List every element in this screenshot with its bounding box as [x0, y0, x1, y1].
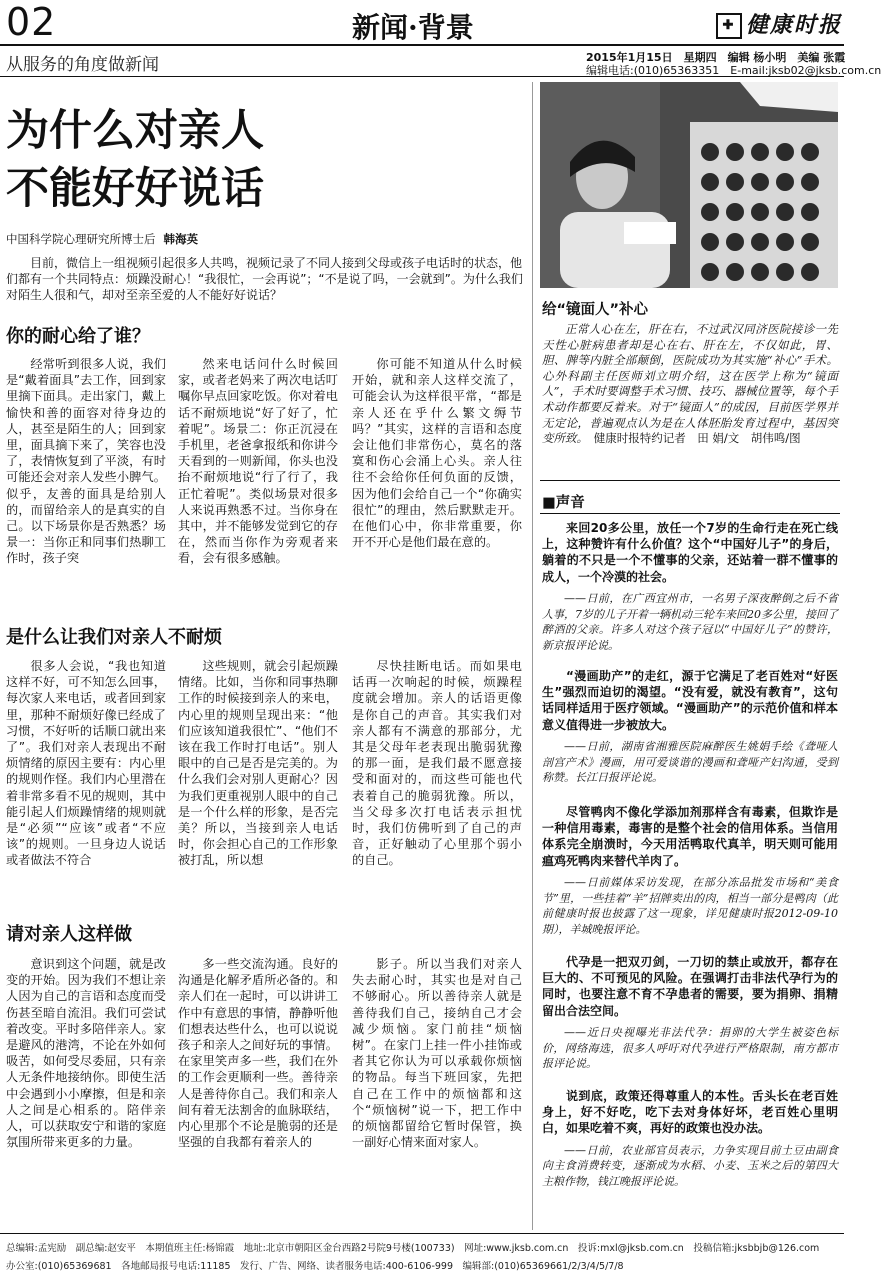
section2-col3 [352, 658, 522, 869]
editor-contact: 编辑电话:(010)65363351 E-mail:jksb02@jksb.com.cn [586, 64, 881, 77]
voice-item [542, 954, 838, 1072]
paragraph: 经常听到很多人说，我们是“戴着面具”去工作，回到家里摘下面具。走出家门，戴上愉快和善的面容对待身边的人，甚至是陌生的人；回到家里，面具摘下来了，笑容也没了，表情恢复到了平淡，有时可能还会对亲人发些小脾气。似乎，友善的面具是给别人的，而留给亲人的是真实的自己。以下场景你是否熟悉？场景一：当你正和同事们热聊工作时，孩子突 [6, 357, 166, 566]
section3-col1 [6, 956, 166, 1150]
article-headline [6, 102, 526, 218]
patient-photo-illustration [540, 82, 838, 288]
paragraph: 很多人会说，“我也知道这样不好，可不知怎么回事，每次家人来电话，或者回到家里，那种不耐烦好像已经成了习惯，不好听的话顺口就出来了”。我们对亲人表现出不耐烦情绪的原因主要有：内心里的规则作怪。我们内心里潜在着非常多看不见的规则，其中能引起人们烦躁情绪的规则就是“必须”“应该”或者“不应该”的规则。一旦身边人说话或者做法不符合 [6, 659, 166, 868]
article-intro: 目前，微信上一组视频引起很多人共鸣，视频记录了不同人接到父母或孩子电话时的状态，他们都有一个共同特点：烦躁没耐心！“我很忙，一会再说”；“不是说了吗，一会就到”。为什么我们对陌生人很和气，却对至亲至爱的人不能好好说话？ [6, 256, 523, 302]
footer-line-2: 办公室:(010)65369681 各地邮局报号电话:11185 发行、广告、网络、读者服务电话:400-6106-999 编辑部:(010)65369661/2/3/4/5/7/8 [6, 1261, 624, 1272]
section1-col1 [6, 356, 166, 567]
section2-col2 [178, 658, 338, 869]
newspaper-logo [716, 8, 842, 39]
voice-item [542, 668, 838, 786]
section3-title: 请对亲人这样做 [6, 924, 132, 945]
section1-col3 [352, 356, 522, 550]
voice-quote: 代孕是一把双刃剑，一刀切的禁止或放开，都存在巨大的、不可预见的风险。在强调打击非法代孕行为的同时，也要注意不育不孕患者的需要，要为捐卵、捐精留出合法空间。 [542, 955, 838, 1018]
top-rule [0, 44, 844, 46]
photo-credit: 健康时报特约记者 田 娟/文 胡伟鸣/图 [593, 431, 801, 446]
logo-text: 健康时报 [746, 12, 843, 38]
slogan: 从服务的角度做新闻 [6, 55, 159, 75]
logo-icon: ✚ [716, 13, 742, 39]
voice-item [542, 804, 838, 938]
section1-title: 你的耐心给了谁？ [6, 326, 150, 347]
page-number: 02 [6, 0, 57, 44]
paragraph: 你可能不知道从什么时候开始，就和亲人这样交流了，可能会认为这样很平常，“都是亲人还在乎什么繁文缛节吗？”其实，这样的言语和态度会让他们非常伤心，莫名的落寞和伤心会涌上心头。亲人往往不会给你任何负面的反馈，因为他们会给自己一个“你确实很忙”的理由，然后默默走开。在他们心中，你非常重要，你开不开心是他们最在意的。 [352, 357, 522, 550]
headline-line-2: 不能好好说话 [6, 164, 264, 214]
footer-line-1: 总编辑:孟宪励 副总编:赵安平 本期值班主任:杨锦霞 地址:北京市朝阳区金台西路2号院9号楼(100733) 网址:www.jksb.com.cn 投诉:mxl@jksb.com.cn 投稿信箱:jksbbjb@126.com [6, 1243, 820, 1254]
voice-source: ——近日央视曝光非法代孕：捐卵的大学生被姿色标价，网络海选，很多人呼吁对代孕进行严格限制，南方都市报评论说。 [542, 1025, 838, 1071]
issue-info: 2015年1月15日 星期四 编辑 杨小明 美编 张霞 [586, 51, 846, 64]
paragraph: 多一些交流沟通。良好的沟通是化解矛盾所必备的。和亲人们在一起时，可以讲讲工作中有意思的事情，静静听他们想表达些什么，也可以说说孩子和亲人之间好玩的事情。在家里笑声多一些，我们在外的工作会更顺利一些。善待亲人是善待你自己。我们和亲人间有着无法割舍的血脉联结，内心里那个不论是脆弱的还是坚强的自我都有着亲人的 [178, 957, 338, 1150]
section1-col2 [178, 356, 338, 567]
paragraph: 尽快挂断电话。而如果电话再一次响起的时候，烦躁程度就会增加。亲人的话语更像是你自己的声音。其实我们对亲人都有不满意的那部分，尤其是父母年老表现出脆弱犹豫的那一面，是我们最不愿意接受和面对的，而这些可能也代表着自己的脆弱犹豫。所以，当父母多次打电话表示担忧时，我们仿佛听到了自己的声音，正好触动了心里那个弱小的自己。 [352, 659, 522, 868]
section3-col3 [352, 956, 522, 1150]
byline-org: 中国科学院心理研究所博士后 [6, 232, 156, 246]
paragraph: 影子。所以当我们对亲人失去耐心时，其实也是对自己不够耐心。所以善待亲人就是善待我们自己，接纳自己才会减少烦恼。家门前挂“烦恼树”。在家门上挂一件小挂饰或者其它你认为可以承载你烦恼的物品。每当下班回家，先把自己在工作中的烦恼都和这个“烦恼树”说一下，把工作中的烦恼都留给它暂时保管，换一副好心情来面对家人。 [352, 957, 522, 1150]
byline [6, 231, 198, 247]
footer-rule [0, 1233, 844, 1234]
section2-col1 [6, 658, 166, 869]
news-photo [540, 82, 838, 288]
voice-top-rule [540, 480, 840, 481]
byline-name: 韩海英 [163, 232, 198, 246]
headline-line-1: 为什么对亲人 [6, 106, 264, 156]
voice-source: ——日前，农业部官员表示，力争实现目前土豆由副食向主食消费转变，逐渐成为水稻、小麦、玉米之后的第四大主粮作物，钱江晚报评论说。 [542, 1143, 838, 1189]
voice-source: ——日前，在广西宜州市，一名男子深夜醉倒之后不省人事，7岁的儿子开着一辆机动三轮车来回20多公里，接回了醉酒的父亲。许多人对这个孩子冠以“中国好儿子”的赞许，新京报评论说。 [542, 591, 838, 653]
voice-source: ——日前，湖南省湘雅医院麻醉医生姚娟手绘《聋哑人剖宫产术》漫画，用可爱谈谐的漫画和聋哑产妇沟通，受到称赞。长江日报评论说。 [542, 739, 838, 785]
column-divider [532, 82, 533, 1230]
voice-item [542, 520, 838, 654]
photo-caption-body [542, 322, 838, 447]
voice-quote: 尽管鸭肉不像化学添加剂那样含有毒素，但欺诈是一种信用毒素，毒害的是整个社会的信用体系。当信用体系完全崩溃时，今天用活鸭取代真羊，明天则可能用瘟鸡死鸭肉来替代羊肉了。 [542, 805, 838, 868]
voice-item [542, 1088, 838, 1190]
section2-title: 是什么让我们对亲人不耐烦 [6, 627, 222, 648]
photo-caption-title: 给“镜面人”补心 [542, 302, 649, 318]
voice-header: ■声音 [542, 495, 585, 511]
section3-col2 [178, 956, 338, 1150]
voice-source: ——日前媒体采访发现，在部分冻品批发市场和“美食节”里，一些挂着“羊”招牌卖出的肉，相当一部分是鸭肉（此前健康时报也披露了这一现象，详见健康时报2012-09-10期），羊城晚报评论。 [542, 875, 838, 937]
voice-header-rule [540, 513, 840, 514]
voice-quote: “漫画助产”的走红，源于它满足了老百姓对“好医生”强烈而迫切的渴望。“没有爱，就没有教育”，这句话同样适用于医疗领域。“漫画助产”的示范价值和样本意义值得进一步被放大。 [542, 669, 838, 732]
voice-quote: 来回20多公里，放任一个7岁的生命行走在死亡线上，这种赞许有什么价值？这个“中国好儿子”的身后，躺着的不只是一个不懂事的父亲，还站着一群不懂事的成人，一个冷漠的社会。 [542, 521, 838, 584]
voice-quote: 说到底，政策还得尊重人的本性。舌头长在老百姓身上，好不好吃，吃下去对身体好坏，老百姓心里明白，如果吃着不爽，再好的政策也没办法。 [542, 1089, 838, 1136]
top-rule-2 [0, 76, 844, 77]
paragraph: 这些规则，就会引起烦躁情绪。比如，当你和同事热聊工作的时候接到亲人的来电，内心里的规则呈现出来：“他们应该知道我很忙”、“他们不该在我工作时打电话”。别人眼中的自己是否是完美的。为什么我们会对别人更耐心？因为我们更重视别人眼中的自己是一个什么样的形象，是否完美？所以，当接到亲人电话时，你会担心自己的工作形象被打乱，所以想 [178, 659, 338, 868]
paragraph: 意识到这个问题，就是改变的开始。因为我们不想让亲人因为自己的言语和态度而受伤甚至暗自流泪。我们可尝试着改变。平时多陪伴亲人。家是避风的港湾，不论在外如何吸苦，如何受尽委屈，只有亲人无条件地接纳你。即使生活中会遇到小小摩擦，但是和亲人之间是心相系的。陪伴亲人，可以获取安宁和谐的家庭氛围所带来更多的力量。 [6, 957, 166, 1150]
caption-text: 正常人心在左，肝在右，不过武汉同济医院接诊一先天性心脏病患者却是心在右、肝在左，不仅如此，胃、胆、脾等内脏全部颠倒，医院成功为其实施“补心”手术。心外科副主任医师刘立明介绍，这在医学上称为“镜面人”，手术时要调整手术习惯、技巧、器械位置等，每个手术动作都要反着来。对于“镜面人”的成因，目前医学界并无定论，普遍观点认为是在人体胚胎发育过程中，基因突变所致。 [542, 322, 838, 446]
section-title: 新闻·背景 [352, 11, 474, 44]
paragraph: 然来电话问什么时候回家，或者老妈来了两次电话叮嘱你早点回家吃饭。你对着电话不耐烦地说“好了好了，忙着呢”。场景二：你正沉浸在手机里，老爸拿报纸和你讲今天看到的一则新闻，你头也没抬不耐烦地说“行了行了，我正忙着呢”。类似场景对很多人来说再熟悉不过。当你身在其中，并不能够发觉到它的存在，然而当你作为旁观者来看，会有很多感触。 [178, 357, 338, 566]
